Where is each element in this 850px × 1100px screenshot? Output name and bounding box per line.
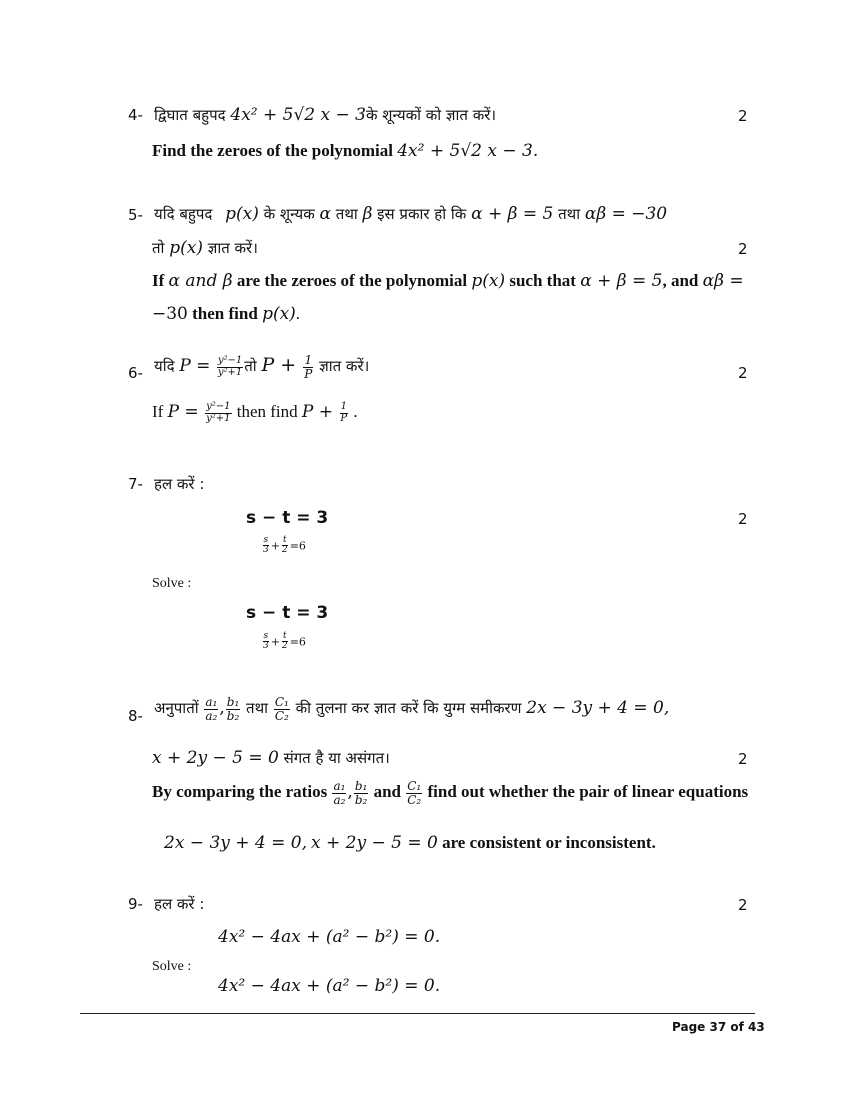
q5-english-line-1: [152, 271, 752, 291]
q9-hindi-solve: हल करें :: [154, 895, 205, 913]
q8-hindi-text-b: की तुलना कर ज्ञात करें कि युग्म समीकरण: [290, 698, 527, 717]
q5-en-minus-30: −30: [152, 304, 188, 324]
q6-en-then-find: then find: [232, 402, 302, 421]
q6-english-line: [152, 402, 552, 424]
q7-hindi-solve: हल करें :: [154, 475, 205, 493]
q5-hindi-text-c: इस प्रकार हो कि: [372, 205, 472, 223]
q5-alpha: α: [319, 204, 331, 224]
q6-en-fraction: [205, 402, 231, 424]
page-label: Page: [672, 1020, 706, 1034]
q8-en-c-ratio: [406, 780, 422, 806]
q7-t-over-2: [281, 536, 289, 556]
q6-hindi-line: [154, 354, 554, 380]
q6-en-P: P: [167, 402, 180, 422]
page-current: 37: [709, 1020, 727, 1034]
q7-plus: +: [270, 539, 280, 553]
q5-condition-1: α + β = 5: [471, 204, 554, 224]
q8-a2: a₂: [205, 708, 218, 723]
q6-en-if: If: [152, 402, 168, 421]
q7-2: 2: [281, 545, 288, 556]
q6-expression: P +: [261, 354, 303, 376]
q5-en-if: If: [152, 271, 169, 290]
q6-hindi-to: तो: [244, 357, 262, 375]
q6-en-equals: =: [179, 402, 205, 422]
q6-marks: 2: [738, 364, 748, 382]
q8-en-a1: a₁: [333, 779, 346, 793]
q8-a-ratio: [204, 696, 218, 722]
q6-equals: =: [190, 356, 216, 376]
footer-rule: [80, 1013, 755, 1014]
q6-en-one-over-P: [339, 402, 348, 424]
q5-en-text-c: such that: [505, 271, 581, 290]
q8-hindi-tatha: तथा: [241, 698, 273, 717]
q8-hindi-text-c: संगत है या असंगत।: [278, 749, 390, 767]
q5-en-text-d: , and: [662, 271, 703, 290]
q8-en-b1: b₁: [354, 779, 368, 793]
q5-tatha-1: तथा: [331, 205, 363, 223]
q4-english-expression: 4x² + 5√2 x − 3.: [397, 141, 539, 161]
q7-en-t: t: [283, 631, 287, 641]
q5-number: 5-: [128, 206, 143, 224]
q4-english-line: [152, 141, 712, 161]
q6-number: 6-: [128, 364, 143, 382]
q8-hindi-anupaton: अनुपातों: [154, 698, 204, 717]
q7-number: 7-: [128, 475, 143, 493]
q4-hindi-text-b: के शून्यकों को ज्ञात करें।: [365, 106, 497, 124]
q5-en-condition-2a: αβ =: [702, 271, 744, 291]
q8-en-c1: C₁: [407, 779, 422, 793]
q8-equation-b: x + 2y − 5 = 0: [152, 748, 279, 768]
q6-en-P-den: P: [340, 412, 348, 424]
q4-hindi-line: [154, 105, 714, 125]
q8-en-a-ratio: [332, 780, 346, 806]
q4-hindi-text-a: द्विघात बहुपद: [154, 106, 231, 124]
q5-en-text-b: are the zeroes of the polynomial: [232, 271, 472, 290]
q5-beta: β: [362, 204, 373, 224]
q4-english-text: Find the zeroes of the polynomial: [152, 141, 398, 160]
q6-en-period: .: [349, 402, 358, 421]
q9-marks: 2: [738, 896, 748, 914]
q5-px: p(x): [225, 204, 259, 224]
q7-en-plus: +: [270, 635, 280, 649]
q8-c-ratio: [274, 696, 290, 722]
q8-number: 8-: [128, 707, 143, 725]
q8-en-and: and: [369, 781, 406, 801]
q8-b1: b₁: [226, 695, 240, 709]
q8-c1: C₁: [274, 695, 289, 709]
q6-en-frac-denominator: y²+1: [206, 412, 231, 424]
q8-en-text-a: By comparing the ratios: [152, 781, 332, 801]
q8-en-equation-b: x + 2y − 5 = 0: [311, 833, 438, 853]
q7-s: s: [263, 535, 269, 545]
q8-a1: a₁: [205, 695, 218, 709]
q4-expression: 4x² + 5√2 x − 3: [230, 105, 366, 125]
q6-fraction: [217, 356, 243, 378]
q5-hindi-line-1: [154, 204, 754, 224]
q7-en-s: s: [263, 631, 269, 641]
q9-solve-label: Solve :: [152, 959, 192, 974]
page-footer: [672, 1020, 765, 1034]
q5-condition-2: αβ = −30: [584, 204, 668, 224]
q6-en-expression: P +: [301, 402, 339, 422]
q8-english-line-1: [152, 780, 752, 806]
q8-en-comma: ,: [347, 781, 353, 802]
q8-en-b2: b₂: [354, 792, 368, 807]
q8-b-ratio: [226, 696, 241, 722]
q5-en-then-find: then find: [187, 304, 263, 323]
q8-en-text-c: are consistent or inconsistent.: [437, 833, 656, 852]
q7-s-over-3: [262, 536, 270, 556]
q5-hindi-text-b: के शून्यक: [258, 205, 320, 223]
q7-equation-1: s − t = 3: [246, 508, 329, 528]
q9-en-equation: 4x² − 4ax + (a² − b²) = 0.: [218, 976, 441, 996]
q5-en-px-2: p(x): [262, 304, 296, 324]
q8-c2: C₂: [274, 708, 289, 723]
page-total: 43: [748, 1020, 765, 1034]
q8-hindi-line-1: [154, 696, 754, 722]
q5-en-alpha-and-beta: α and β: [168, 271, 233, 291]
q5-en-period: .: [295, 304, 301, 323]
q8-en-a2: a₂: [333, 792, 346, 807]
q5-hindi-line-2: [152, 238, 552, 258]
q7-solve-label: Solve :: [152, 576, 192, 591]
q8-b2: b₂: [226, 708, 240, 723]
q7-en-3: 3: [263, 641, 269, 652]
q8-equation-a: 2x − 3y + 4 = 0,: [526, 697, 670, 718]
q5-en-condition-1: α + β = 5: [580, 271, 663, 291]
page-of: of: [730, 1020, 744, 1034]
q8-en-text-b: find out whether the pair of linear equations: [423, 781, 749, 801]
q6-one: 1: [304, 353, 313, 368]
q7-en-t-over-2: [281, 632, 289, 652]
q8-marks: 2: [738, 750, 748, 768]
q6-hindi-yadi: यदि: [154, 357, 180, 375]
q4-number: 4-: [128, 106, 143, 124]
q8-en-equation-a: 2x − 3y + 4 = 0,: [164, 833, 308, 853]
q5-px-2: p(x): [169, 238, 203, 258]
q6-one-over-P: [303, 354, 313, 380]
q8-en-b-ratio: [354, 780, 369, 806]
q8-comma: ,: [219, 697, 225, 718]
q7-t: t: [283, 535, 287, 545]
q7-en-equation-2: [261, 632, 306, 652]
q5-en-px: p(x): [471, 271, 506, 291]
q5-hindi-text-d: ज्ञात करें।: [202, 239, 258, 257]
q5-tatha-2: तथा: [553, 205, 585, 223]
q7-en-equation-1: s − t = 3: [246, 603, 329, 623]
q7-en-rhs: =6: [289, 635, 306, 649]
q5-english-line-2: [152, 304, 552, 324]
q9-number: 9-: [128, 895, 143, 913]
q6-en-frac-numerator: y²−1: [206, 401, 231, 413]
q7-marks: 2: [738, 510, 748, 528]
q6-P: P: [179, 356, 191, 376]
q9-equation: 4x² − 4ax + (a² − b²) = 0.: [218, 927, 441, 947]
q6-frac-denominator: y²+1: [217, 366, 243, 378]
q8-hindi-line-2: [152, 748, 552, 768]
q8-en-c2: C₂: [407, 792, 422, 807]
q6-hindi-text-b: ज्ञात करें।: [314, 357, 370, 375]
q6-en-one: 1: [340, 401, 347, 413]
q5-hindi-to: तो: [152, 239, 170, 257]
q7-rhs: =6: [289, 539, 306, 553]
q5-marks: 2: [738, 240, 748, 258]
q7-en-2: 2: [281, 641, 288, 652]
q7-en-s-over-3: [262, 632, 270, 652]
q6-frac-numerator: y²−1: [217, 355, 243, 367]
q7-equation-2: [261, 536, 306, 556]
q5-hindi-text-a: यदि बहुपद: [154, 205, 218, 223]
q4-marks: 2: [738, 107, 748, 125]
q8-english-line-2: [164, 833, 724, 853]
q7-3: 3: [263, 545, 269, 556]
q6-P-den: P: [304, 366, 313, 381]
